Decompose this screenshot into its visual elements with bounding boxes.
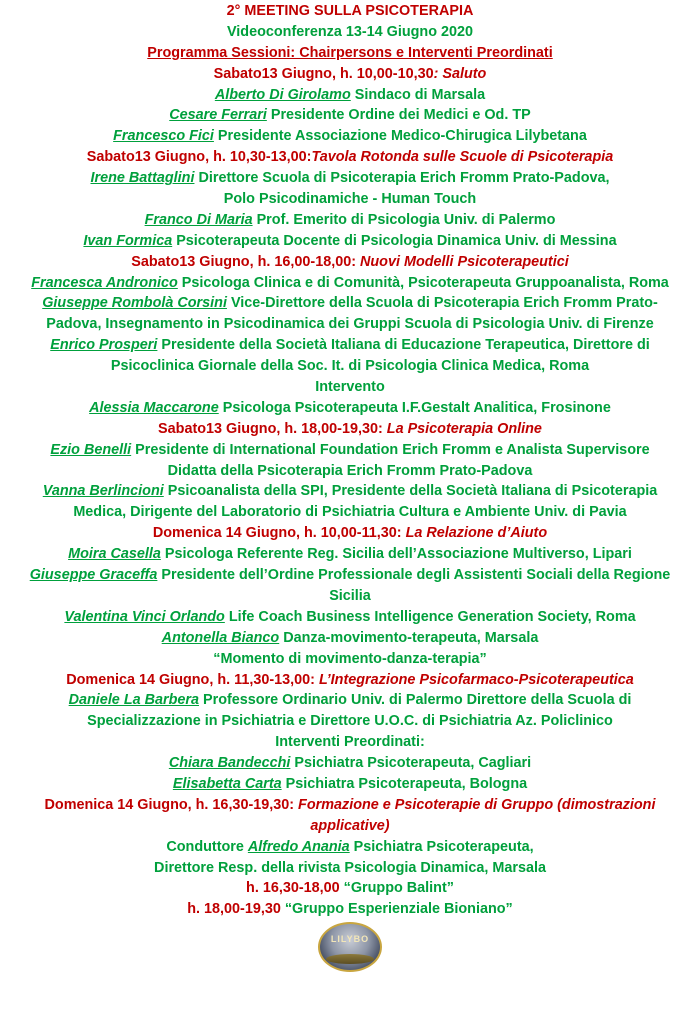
speaker-line	[0, 753, 700, 774]
session-3-header	[0, 252, 700, 273]
speaker-name-link[interactable]: Irene Battaglini	[90, 170, 195, 187]
speaker-name-link[interactable]: Ivan Formica	[83, 232, 173, 249]
speaker-line	[0, 628, 700, 649]
speaker-role-continued: Sicilia	[329, 587, 371, 604]
speaker-role: Life Coach Business Intelligence Generation Society, Roma	[224, 608, 636, 625]
speaker-role: Presidente Ordine dei Medici e Od. TP	[266, 107, 531, 124]
session-topic: Tavola Rotonda sulle Scuole di Psicoterapia	[311, 149, 614, 166]
session-time: Sabato13 Giugno, h. 10,00-10,30	[213, 65, 434, 82]
speaker-line	[0, 544, 700, 565]
speaker-role: Psicologa Referente Reg. Sicilia dell’Associazione Multiverso, Lipari	[160, 546, 632, 563]
speaker-name-link[interactable]: Vanna Berlincioni	[42, 483, 164, 500]
speaker-line	[0, 231, 700, 252]
session-time: Domenica 14 Giugno, h. 16,30-19,30:	[44, 796, 299, 813]
association-logo	[318, 922, 382, 972]
speaker-role: Psichiatra Psicoterapeuta,	[349, 838, 534, 855]
speaker-line	[0, 690, 700, 711]
meeting-title: 2° MEETING SULLA PSICOTERAPIA	[226, 3, 474, 19]
speaker-role: Sindaco di Marsala	[350, 86, 486, 103]
speaker-line	[0, 837, 700, 858]
speaker-role: Psichiatra Psicoterapeuta, Bologna	[281, 775, 528, 792]
speaker-name-link[interactable]: Giuseppe Graceffa	[29, 567, 158, 584]
group-time: h. 18,00-19,30	[187, 901, 285, 918]
speaker-role: Danza-movimento-terapeuta, Marsala	[279, 629, 539, 646]
speaker-role: Presidente Associazione Medico-Chirugica Lilybetana	[213, 128, 587, 145]
session-6-header	[0, 670, 700, 691]
speaker-line	[0, 105, 700, 126]
speaker-name-link[interactable]: Daniele La Barbera	[68, 692, 199, 709]
logo-container	[0, 922, 700, 972]
speaker-name-link[interactable]: Elisabetta Carta	[172, 775, 282, 792]
speaker-name-link[interactable]: Francesca Andronico	[31, 274, 178, 291]
speaker-role: Psicoterapeuta Docente di Psicologia Dinamica Univ. di Messina	[172, 232, 617, 249]
speaker-line	[0, 293, 700, 314]
speaker-role-continued: Psicoclinica Giornale della Soc. It. di Psicologia Clinica Medica, Roma	[110, 358, 590, 375]
session-topic-continued: applicative)	[310, 817, 390, 834]
speaker-name-link[interactable]: Alessia Maccarone	[89, 399, 219, 416]
group-line	[0, 878, 700, 899]
speaker-name-link[interactable]: Ezio Benelli	[50, 441, 132, 458]
speaker-role-continued: Didatta della Psicoterapia Erich Fromm Prato-Padova	[167, 462, 533, 479]
speaker-name-link[interactable]: Alfredo Anania	[247, 838, 350, 855]
speaker-role: Presidente della Società Italiana di Educazione Terapeutica, Direttore di	[157, 337, 650, 354]
session-topic: L’Integrazione Psicofarmaco-Psicoterapeutica	[318, 671, 634, 688]
speaker-name-link[interactable]: Franco Di Maria	[144, 211, 253, 228]
intervento-label: Intervento	[315, 379, 385, 396]
session-time: Sabato13 Giugno, h. 10,30-13,00:	[86, 149, 312, 166]
speaker-line	[0, 565, 700, 586]
session-topic: La Relazione d’Aiuto	[405, 525, 548, 542]
speaker-role: Psicologa Clinica e di Comunità, Psicoterapeuta Gruppoanalista, Roma	[177, 274, 669, 291]
speaker-name-link[interactable]: Moira Casella	[68, 546, 161, 563]
speaker-role: Prof. Emerito di Psicologia Univ. di Palermo	[252, 211, 556, 228]
group-time: h. 16,30-18,00	[246, 880, 344, 897]
speaker-line	[0, 440, 700, 461]
speaker-line	[0, 85, 700, 106]
speaker-role-continued: Padova, Insegnamento in Psicodinamica dei Gruppi Scuola di Psicologia Univ. di Firenze	[46, 316, 654, 333]
speaker-line	[0, 774, 700, 795]
session-time: Sabato13 Giugno, h. 18,00-19,30:	[158, 420, 387, 437]
session-4-header	[0, 419, 700, 440]
speaker-name-link[interactable]: Giuseppe Rombolà Corsini	[42, 295, 227, 312]
group-name: “Gruppo Balint”	[343, 880, 454, 897]
session-7-header	[0, 795, 700, 816]
performance-title: “Momento di movimento-danza-terapia”	[213, 650, 487, 667]
speaker-line	[0, 168, 700, 189]
interventi-label: Interventi Preordinati:	[275, 734, 425, 751]
session-1-header	[0, 64, 700, 85]
logo-base-shape	[326, 954, 374, 964]
speaker-role: Vice-Direttore della Scuola di Psicoterapia Erich Fromm Prato-	[226, 295, 658, 312]
speaker-name-link[interactable]: Chiara Bandecchi	[168, 755, 291, 772]
speaker-line	[0, 335, 700, 356]
speaker-name-link[interactable]: Enrico Prosperi	[50, 337, 158, 354]
speaker-role: Presidente di International Foundation Erich Fromm e Analista Supervisore	[131, 441, 650, 458]
speaker-role-continued: Medica, Dirigente del Laboratorio di Psichiatria Cultura e Ambiente Univ. di Pavia	[73, 504, 627, 521]
speaker-name-link[interactable]: Alberto Di Girolamo	[214, 86, 351, 103]
group-name: “Gruppo Esperienziale Bioniano”	[284, 901, 513, 918]
speaker-line	[0, 273, 700, 294]
group-line	[0, 899, 700, 920]
meeting-subtitle: Videoconferenza 13-14 Giugno 2020	[226, 23, 474, 40]
session-time: Domenica 14 Giugno, h. 10,00-11,30:	[152, 525, 406, 542]
speaker-line	[0, 126, 700, 147]
speaker-line	[0, 398, 700, 419]
speaker-line	[0, 210, 700, 231]
session-time: Sabato13 Giugno, h. 16,00-18,00:	[131, 253, 360, 270]
speaker-name-link[interactable]: Valentina Vinci Orlando	[64, 608, 225, 625]
speaker-line	[0, 481, 700, 502]
session-time: Domenica 14 Giugno, h. 11,30-13,00:	[66, 671, 319, 688]
speaker-role: Direttore Scuola di Psicoterapia Erich Fromm Prato-Padova,	[194, 170, 610, 187]
speaker-role-continued: Specializzazione in Psichiatria e Direttore U.O.C. di Psichiatria Az. Policlinico	[87, 713, 613, 730]
session-topic: Formazione e Psicoterapie di Gruppo (dimostrazioni	[298, 796, 656, 813]
speaker-role: Presidente dell’Ordine Professionale degli Assistenti Sociali della Regione	[157, 567, 671, 584]
speaker-line	[0, 607, 700, 628]
speaker-role: Psichiatra Psicoterapeuta, Cagliari	[290, 755, 532, 772]
session-topic: La Psicoterapia Online	[386, 420, 542, 437]
conduttore-label: Conduttore	[166, 838, 248, 855]
speaker-role: Psicoanalista della SPI, Presidente della Società Italiana di Psicoterapia	[163, 483, 658, 500]
session-2-header	[0, 147, 700, 168]
logo-lettering: LILYBO	[330, 934, 370, 945]
speaker-name-link[interactable]: Cesare Ferrari	[169, 107, 267, 124]
speaker-name-link[interactable]: Antonella Bianco	[161, 629, 280, 646]
session-topic: : Saluto	[433, 65, 487, 82]
session-topic: Nuovi Modelli Psicoterapeutici	[360, 253, 569, 270]
speaker-role: Professore Ordinario Univ. di Palermo Direttore della Scuola di	[199, 692, 632, 709]
program-heading: Programma Sessioni: Chairpersons e Interventi Preordinati	[147, 44, 553, 61]
session-5-header	[0, 523, 700, 544]
speaker-role: Psicologa Psicoterapeuta I.F.Gestalt Analitica, Frosinone	[218, 399, 611, 416]
speaker-role-continued: Direttore Resp. della rivista Psicologia Dinamica, Marsala	[154, 859, 546, 876]
speaker-name-link[interactable]: Francesco Fici	[113, 128, 214, 145]
speaker-role-continued: Polo Psicodinamiche - Human Touch	[223, 191, 477, 208]
